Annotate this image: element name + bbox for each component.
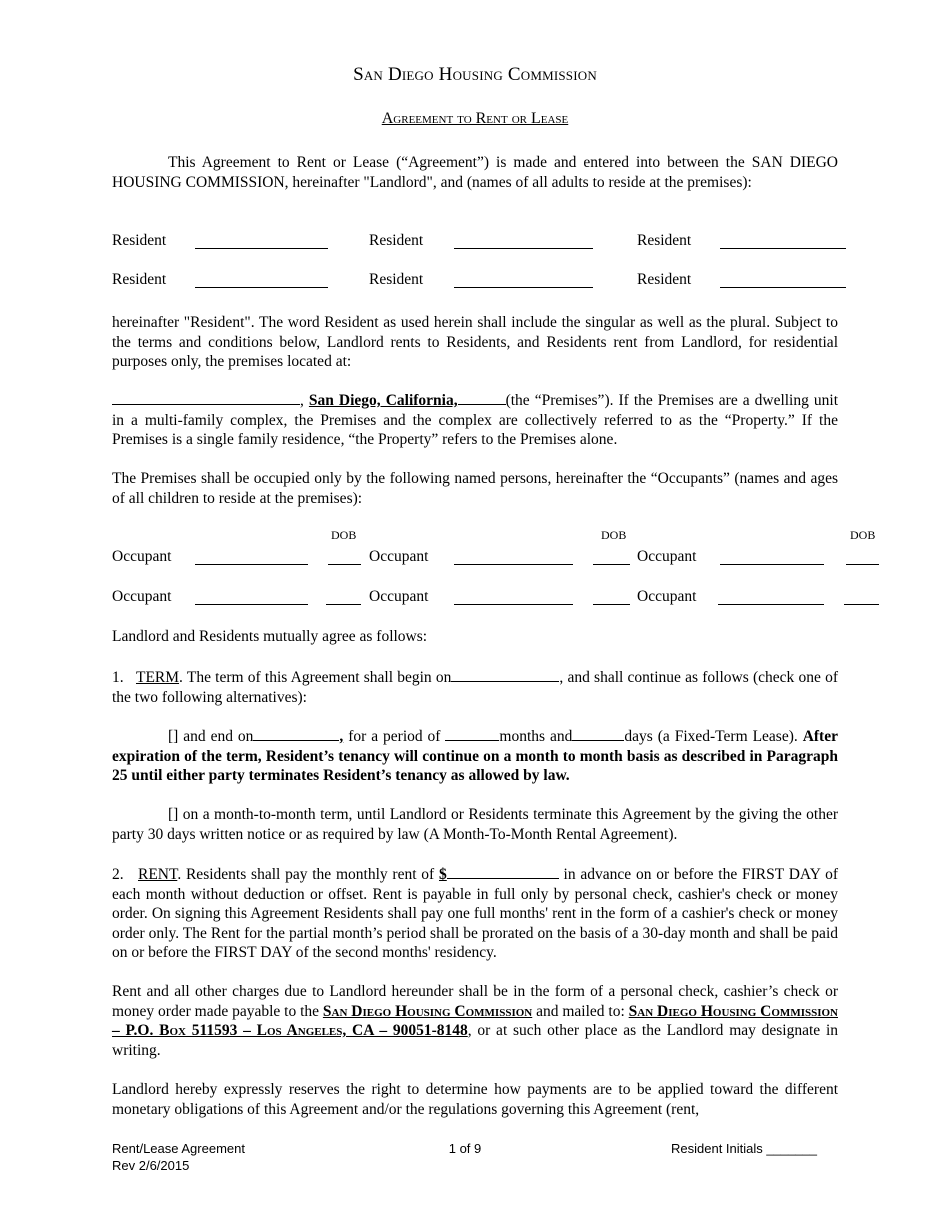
- rent-paragraph: [112, 864, 838, 963]
- rent-number: 2.: [112, 866, 124, 883]
- payment-application-paragraph: Landlord hereby expressly reserves the right to determine how payments are to be applied toward the different monetary obligations of this Agreement and/or the regulations governing this Agreement (rent,: [112, 1081, 838, 1118]
- occupant-label: Occupant: [369, 588, 429, 605]
- occupant-name-field[interactable]: [720, 548, 824, 565]
- term-heading: TERM: [135, 669, 180, 686]
- occupant-label: Occupant: [637, 588, 697, 605]
- intro-paragraph: This Agreement to Rent or Lease (“Agreement”) is made and entered into between the SAN DIEGO HOUSING COMMISSION, hereinafter "Landlord", and (names of all adults to reside at the premises):: [112, 154, 838, 191]
- rent-dollar-sign: $: [439, 866, 447, 883]
- resident-row-1: [112, 232, 872, 254]
- resident-name-field[interactable]: [454, 232, 593, 249]
- fixed-term-days-text: days (a Fixed-Term Lease).: [624, 728, 798, 745]
- dob-label: DOB: [331, 528, 357, 542]
- rent-text-end: in advance on or before the FIRST DAY of each month without deduction or offset. Rent is payable in full only by personal check, cashier's check or money order. On signing this Agreement Residents shall pay one full months' rent in the form of a cashier's check or money order only. The Rent for the partial month’s period shall be prorated on the basis of a 30-day month and shall be paid on or before the FIRST DAY of the second months' residency.: [112, 866, 839, 962]
- resident-name-field[interactable]: [720, 271, 846, 288]
- occupant-name-field[interactable]: [454, 588, 573, 605]
- occupant-dob-field[interactable]: [326, 588, 361, 605]
- fixed-term-end-date-field[interactable]: [253, 726, 339, 741]
- occupant-name-field[interactable]: [454, 548, 573, 565]
- occupant-dob-field[interactable]: [593, 548, 630, 565]
- payment-text-end: , or at such other place as the Landlord may designate in writing.: [112, 1022, 838, 1059]
- fixed-term-checkbox-text: [] and end on: [168, 728, 254, 745]
- occupant-label: Occupant: [112, 548, 172, 565]
- occupant-dob-field[interactable]: [328, 548, 361, 565]
- premises-comma: ,: [300, 392, 304, 409]
- resident-label: Resident: [112, 232, 167, 249]
- resident-label: Resident: [369, 271, 424, 288]
- occupant-name-field[interactable]: [718, 588, 824, 605]
- mutual-agreement-line: Landlord and Residents mutually agree as follows:: [112, 628, 428, 645]
- footer-resident-initials[interactable]: Resident Initials _______: [671, 1141, 817, 1156]
- resident-label: Resident: [112, 271, 167, 288]
- resident-name-field[interactable]: [454, 271, 593, 288]
- fixed-term-bold-notice: After expiration of the term, Resident’s tenancy will continue on a month to month basis as described in Paragraph 25 until either party terminates Resident’s tenancy as allowed by law.: [112, 728, 838, 785]
- payment-paragraph: [112, 982, 838, 1060]
- occupants-intro-paragraph: The Premises shall be occupied only by the following named persons, hereinafter the “Occupants” (names and ages of all children to reside at the premises):: [112, 470, 838, 507]
- footer-page-number: 1 of 9: [448, 1141, 482, 1156]
- dob-label: DOB: [850, 528, 876, 542]
- occupant-name-field[interactable]: [195, 588, 308, 605]
- premises-paragraph: [112, 390, 838, 450]
- occupant-label: Occupant: [637, 548, 697, 565]
- occupant-dob-field[interactable]: [846, 548, 879, 565]
- occupant-name-field[interactable]: [195, 548, 308, 565]
- payment-mailing-address: San Diego Housing Commission – P.O. Box 511593 – Los Angeles, CA – 90051-8148: [112, 1002, 838, 1040]
- premises-address-field[interactable]: [112, 390, 300, 405]
- term-text-start: . The term of this Agreement shall begin on: [179, 669, 452, 686]
- resident-row-2: [112, 271, 872, 293]
- document-subtitle: Agreement to Rent or Lease: [381, 110, 569, 127]
- resident-label: Resident: [637, 271, 692, 288]
- term-paragraph: [112, 667, 838, 707]
- rent-heading: RENT: [137, 866, 178, 883]
- payment-payee: San Diego Housing Commission: [322, 1002, 533, 1020]
- fixed-term-months-text: months and: [499, 728, 573, 745]
- resident-name-field[interactable]: [720, 232, 846, 249]
- term-text-end: , and shall continue as follows (check one of the two following alternatives):: [112, 669, 838, 706]
- fixed-term-days-field[interactable]: [572, 726, 624, 741]
- resident-label: Resident: [369, 232, 424, 249]
- month-to-month-paragraph: [] on a month-to-month term, until Landlord or Residents terminate this Agreement by the giving the other party 30 days written notice or as required by law (A Month-To-Month Rental Agreement).: [112, 806, 838, 843]
- footer-revision: Rev 2/6/2015: [112, 1158, 190, 1173]
- resident-name-field[interactable]: [195, 271, 328, 288]
- fixed-term-months-field[interactable]: [445, 726, 499, 741]
- occupant-row-2: [112, 588, 872, 610]
- document-title: San Diego Housing Commission: [353, 64, 597, 85]
- rent-amount-field[interactable]: [447, 864, 559, 879]
- resident-label: Resident: [637, 232, 692, 249]
- payment-text-mid: and mailed to:: [532, 1002, 629, 1020]
- occupant-dob-field[interactable]: [844, 588, 879, 605]
- dob-label: DOB: [601, 528, 627, 542]
- fixed-term-period-text: for a period of: [343, 728, 446, 745]
- premises-zip-field[interactable]: [458, 390, 506, 405]
- fixed-term-comma: ,: [339, 728, 344, 745]
- occupant-label: Occupant: [369, 548, 429, 565]
- footer-document-name: Rent/Lease Agreement: [112, 1141, 245, 1156]
- fixed-term-paragraph: [112, 726, 838, 786]
- payment-text-start: Rent and all other charges due to Landlord hereunder shall be in the form of a personal check, cashier’s check or money order made payable to the: [112, 983, 838, 1020]
- occupant-dob-field[interactable]: [593, 588, 630, 605]
- resident-name-field[interactable]: [195, 232, 328, 249]
- term-start-date-field[interactable]: [451, 667, 559, 682]
- occupant-label: Occupant: [112, 588, 172, 605]
- premises-text: (the “Premises”). If the Premises are a dwelling unit in a multi-family complex, the Premises and the complex are collectively referred to as the “Property.” If the Premises is a single family residence, “the Property” refers to the Premises alone.: [112, 392, 838, 449]
- term-number: 1.: [112, 669, 124, 686]
- premises-city: San Diego, California,: [308, 392, 458, 409]
- rent-text-start: . Residents shall pay the monthly rent of: [177, 866, 440, 883]
- occupant-row-1: [112, 528, 876, 570]
- resident-definition-paragraph: hereinafter "Resident". The word Resident as used herein shall include the singular as well as the plural. Subject to the terms and conditions below, Landlord rents to Residents, and Residents rent from Landlord, for residential purposes only, the premises located at:: [112, 314, 838, 371]
